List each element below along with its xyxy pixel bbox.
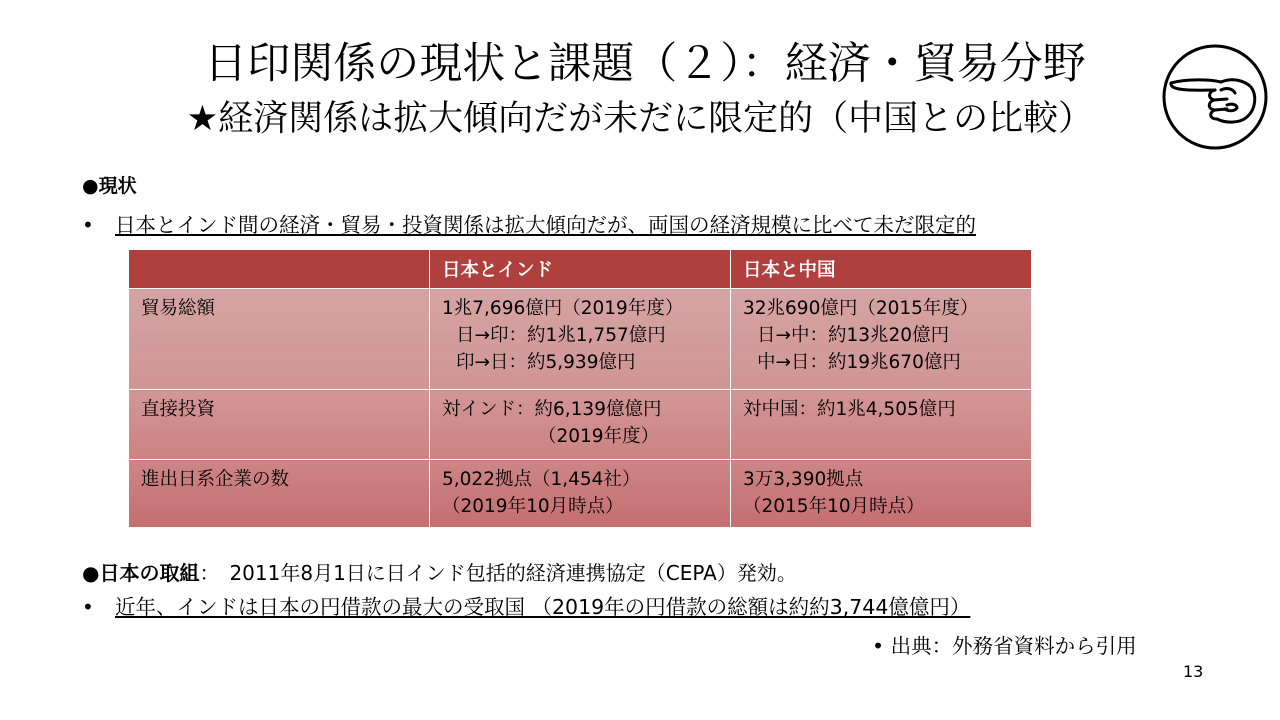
comparison-table (128, 249, 1032, 528)
status-heading: ●現状 (82, 175, 137, 197)
table-row (129, 289, 1032, 390)
cell-line: 日→印：約1兆1,757億円 (456, 325, 666, 346)
table-row (129, 460, 1032, 528)
loan-bullet-text: 近年、インドは日本の円借款の最大の受取国 （2019年の円借款の総額は約約3,744億億円） (115, 595, 971, 619)
cell-line: 32兆690億円（2015年度） (743, 298, 979, 319)
cell-line: （2019年10月時点） (442, 496, 624, 517)
bullet-marker: • (82, 213, 94, 237)
slide-title: 日印関係の現状と課題（２）：経済・貿易分野 (204, 39, 1086, 89)
cell-investment-india (430, 390, 731, 460)
row-label-trade: 貿易総額 (129, 289, 430, 390)
cell-trade-china (731, 289, 1032, 390)
cell-line: 印→日：約5,939億円 (456, 352, 636, 373)
cell-line: 3万3,390拠点 (743, 469, 864, 490)
japan-initiative-text: ： 2011年8月1日に日インド包括的経済連携協定（CEPA）発効。 (199, 561, 797, 585)
cell-line: 日→中：約13兆20億円 (757, 325, 950, 346)
cell-line: 1兆7,696億円（2019年度） (442, 298, 684, 319)
table-header-japan-india: 日本とインド (430, 250, 731, 289)
source-note: • 出典：外務省資料から引用 (872, 634, 1137, 658)
row-label-companies: 進出日系企業の数 (129, 460, 430, 528)
table-row (129, 390, 1032, 460)
cell-line: 5,022拠点（1,454社） (442, 469, 641, 490)
table-header-row (129, 250, 1032, 289)
cell-line: 対インド：約6,139億億円 (442, 399, 662, 420)
cell-line: 対中国：約1兆4,505億円 (743, 399, 956, 420)
cell-line: （2015年10月時点） (743, 496, 925, 517)
table-header-japan-china: 日本と中国 (731, 250, 1032, 289)
cell-companies-india (430, 460, 731, 528)
cell-line: （2019年度） (538, 426, 660, 447)
cell-companies-china (731, 460, 1032, 528)
cell-line: 中→日：約19兆670億円 (757, 352, 961, 373)
japan-initiative-line (82, 559, 797, 587)
row-label-investment: 直接投資 (129, 390, 430, 460)
cell-trade-india (430, 289, 731, 390)
bullet-marker: • (82, 595, 94, 619)
japan-initiative-heading: ●日本の取組 (82, 561, 200, 585)
slide-subtitle: ★経済関係は拡大傾向だが未だに限定的（中国との比較） (186, 99, 1094, 139)
table-header-blank (129, 250, 430, 289)
cell-investment-china (731, 390, 1032, 460)
page-number: 13 (1183, 662, 1204, 681)
status-bullet-text: 日本とインド間の経済・貿易・投資関係は拡大傾向だが、両国の経済規模に比べて未だ限定的 (115, 213, 976, 237)
pointing-hand-icon (1161, 43, 1269, 151)
